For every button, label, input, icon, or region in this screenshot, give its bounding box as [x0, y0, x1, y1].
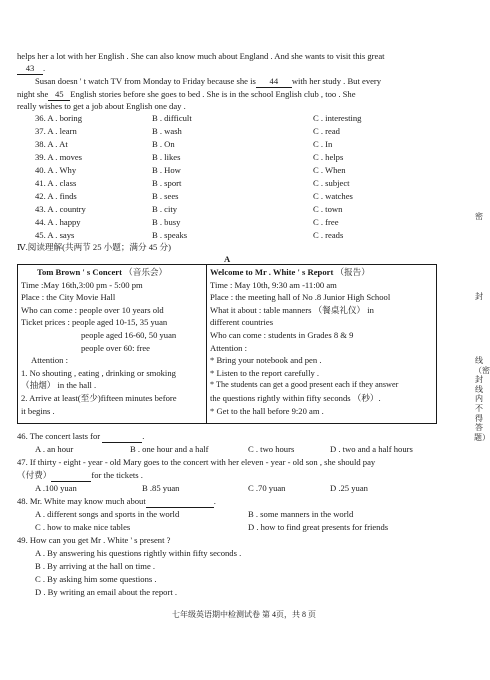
option-43-c[interactable]: C . town	[313, 204, 343, 214]
part-label: A	[224, 254, 231, 264]
option-37-b[interactable]: B . wash	[152, 126, 182, 136]
report-topic: What it about : table manners （餐桌礼仪） in	[210, 304, 374, 315]
blank-45: 45	[48, 89, 70, 101]
q47-option-d[interactable]: D .25 yuan	[330, 483, 368, 493]
q47-option-c[interactable]: C .70 yuan	[248, 483, 286, 493]
concert-rule-2b: it begins .	[21, 405, 55, 416]
question-text: 48. Mr. White may know much about	[17, 496, 146, 506]
option-40-b[interactable]: B . How	[152, 165, 181, 175]
q46-stem	[17, 430, 144, 443]
passage-text: .	[43, 63, 46, 73]
concert-price-2: people aged 16-60, 50 yuan	[81, 329, 177, 340]
passage-line-1	[17, 50, 385, 63]
report-title: Welcome to Mr . White ' s Report	[210, 267, 334, 277]
q49-option-b[interactable]: B . By arriving at the hall on time .	[35, 561, 156, 571]
option-41-a[interactable]: 41. A . class	[35, 178, 77, 188]
option-40-a[interactable]: 40. A . Why	[35, 165, 77, 175]
report-rule-2: * Listen to the report carefully .	[210, 367, 320, 378]
option-44-a[interactable]: 44. A . happy	[35, 217, 81, 227]
option-43-a[interactable]: 43. A . country	[35, 204, 86, 214]
report-attention: Attention :	[210, 342, 247, 353]
table-divider	[206, 265, 207, 423]
q46-option-a[interactable]: A . an hour	[35, 444, 74, 454]
option-44-b[interactable]: B . busy	[152, 217, 181, 227]
passage-text: Susan doesn ' t watch TV from Monday to Friday because she is	[35, 76, 256, 86]
option-40-c[interactable]: C . When	[313, 165, 346, 175]
option-44-c[interactable]: C . free	[313, 217, 339, 227]
report-time: Time : May 10th, 9:30 am -11:00 am	[210, 279, 337, 290]
passage-text: really wishes to get a job about English one day .	[17, 101, 186, 111]
passage-text: English stories before she goes to bed . She is in the school English club , too . She	[70, 89, 356, 99]
q48-option-d[interactable]: D . how to find great presents for friends	[248, 522, 389, 532]
option-39-a[interactable]: 39. A . moves	[35, 152, 83, 162]
section-heading: Ⅳ.阅读理解(共两节 25 小题；满分 45 分)	[17, 242, 171, 252]
report-who: Who can come : students in Grades 8 & 9	[210, 329, 354, 340]
option-41-c[interactable]: C . subject	[313, 178, 350, 188]
option-43-b[interactable]: B . city	[152, 204, 178, 214]
passage-text: night she	[17, 89, 49, 99]
report-place: Place : the meeting hall of No .8 Junior High School	[210, 292, 391, 303]
question-text: （付费）	[17, 470, 52, 480]
concert-price-3: people over 60: free	[81, 342, 150, 353]
notices-table	[17, 264, 437, 424]
question-text: .	[142, 431, 145, 441]
q48-option-c[interactable]: C . how to make nice tables	[35, 522, 131, 532]
q49-option-d[interactable]: D . By writing an email about the report .	[35, 587, 178, 597]
question-text: .	[213, 496, 216, 506]
option-38-b[interactable]: B . On	[152, 139, 175, 149]
q49-stem: 49. How can you get Mr . White ' s present ?	[17, 535, 171, 545]
report-rule-1: * Bring your notebook and pen .	[210, 355, 322, 366]
seal-mark-mi: 密	[475, 212, 483, 221]
q48-stem	[17, 495, 216, 508]
report-rule-3: * The students can get a good present each if they answer	[210, 380, 399, 390]
concert-time: Time :May 16th,3:00 pm - 5:00 pm	[21, 279, 143, 290]
q46-option-d[interactable]: D . two and a half hours	[330, 444, 413, 454]
question-text: 46. The concert lasts for	[17, 431, 101, 441]
report-title-row	[210, 266, 436, 279]
q47-option-a[interactable]: A .100 yuan	[35, 483, 77, 493]
option-37-a[interactable]: 37. A . learn	[35, 126, 77, 136]
concert-rule-1b: （抽烟） in the hall .	[21, 380, 97, 391]
option-38-c[interactable]: C . In	[313, 139, 333, 149]
q47-option-b[interactable]: B .85 yuan	[142, 483, 180, 493]
q47-stem-2	[17, 469, 143, 482]
q48-option-b[interactable]: B . some manners in the world	[248, 509, 354, 519]
option-45-b[interactable]: B . speaks	[152, 230, 188, 240]
q49-option-a[interactable]: A . By answering his questions rightly within fifty seconds .	[35, 548, 242, 558]
concert-attention: Attention :	[31, 355, 68, 366]
q47-blank	[51, 470, 91, 482]
q46-option-b[interactable]: B . one hour and a half	[130, 444, 209, 454]
option-39-c[interactable]: C . helps	[313, 152, 344, 162]
passage-text: with her study . But every	[291, 76, 382, 86]
passage-line-3	[35, 75, 381, 88]
concert-place: Place : the City Movie Hall	[21, 292, 116, 303]
concert-notice	[21, 266, 205, 417]
page-footer: 七年级英语期中检测试卷 第 4页，共 8 页	[172, 610, 316, 619]
blank-43: 43	[17, 63, 43, 75]
seal-line-notice: 线（密封线内不得答题）	[474, 356, 490, 442]
option-37-c[interactable]: C . read	[313, 126, 340, 136]
option-39-b[interactable]: B . likes	[152, 152, 181, 162]
option-42-b[interactable]: B . sees	[152, 191, 179, 201]
option-41-b[interactable]: B . sport	[152, 178, 182, 188]
seal-mark-feng: 封	[475, 292, 483, 301]
report-topic-b: different countries	[210, 317, 274, 328]
concert-title-row	[21, 266, 205, 279]
report-rule-4: * Get to the hall before 9:20 am .	[210, 405, 324, 416]
option-36-c[interactable]: C . interesting	[313, 113, 362, 123]
report-title-cn: （报告）	[335, 267, 370, 277]
blank-44: 44	[256, 76, 292, 88]
q48-option-a[interactable]: A . different songs and sports in the world	[35, 509, 180, 519]
concert-title: Tom Brown ' s Concert	[37, 267, 122, 277]
concert-title-cn: （音乐会）	[124, 267, 168, 277]
passage-text: helps her a lot with her English . She can also know much about England . And she wants to visit this great	[17, 51, 385, 61]
q46-option-c[interactable]: C . two hours	[248, 444, 295, 454]
passage-line-5	[17, 100, 186, 113]
option-45-a[interactable]: 45. A . says	[35, 230, 75, 240]
concert-who: Who can come : people over 10 years old	[21, 304, 164, 315]
concert-rule-1: 1. No shouting , eating , drinking or smoking	[21, 367, 176, 378]
passage-line-2	[17, 62, 45, 75]
concert-rule-2: 2. Arrive at least(至少)fifteen minutes before	[21, 392, 177, 403]
option-36-b[interactable]: B . difficult	[152, 113, 192, 123]
option-38-a[interactable]: 38. A . At	[35, 139, 68, 149]
option-36-a[interactable]: 36. A . boring	[35, 113, 83, 123]
option-42-a[interactable]: 42. A . finds	[35, 191, 77, 201]
q46-blank	[102, 431, 145, 443]
concert-price-1: Ticket prices : people aged 10-15, 35 yuan	[21, 317, 168, 328]
report-notice	[210, 266, 436, 417]
option-45-c[interactable]: C . reads	[313, 230, 344, 240]
report-rule-3b: the questions rightly within fifty seconds （秒）.	[210, 392, 381, 403]
q47-stem-1: 47. If thirty - eight - year - old Mary goes to the concert with her eleven - year - old son , she should pay	[17, 457, 376, 467]
q48-blank	[146, 496, 214, 508]
option-42-c[interactable]: C . watches	[313, 191, 353, 201]
question-text: for the tickets .	[91, 470, 143, 480]
q49-option-c[interactable]: C . By asking him some questions .	[35, 574, 157, 584]
